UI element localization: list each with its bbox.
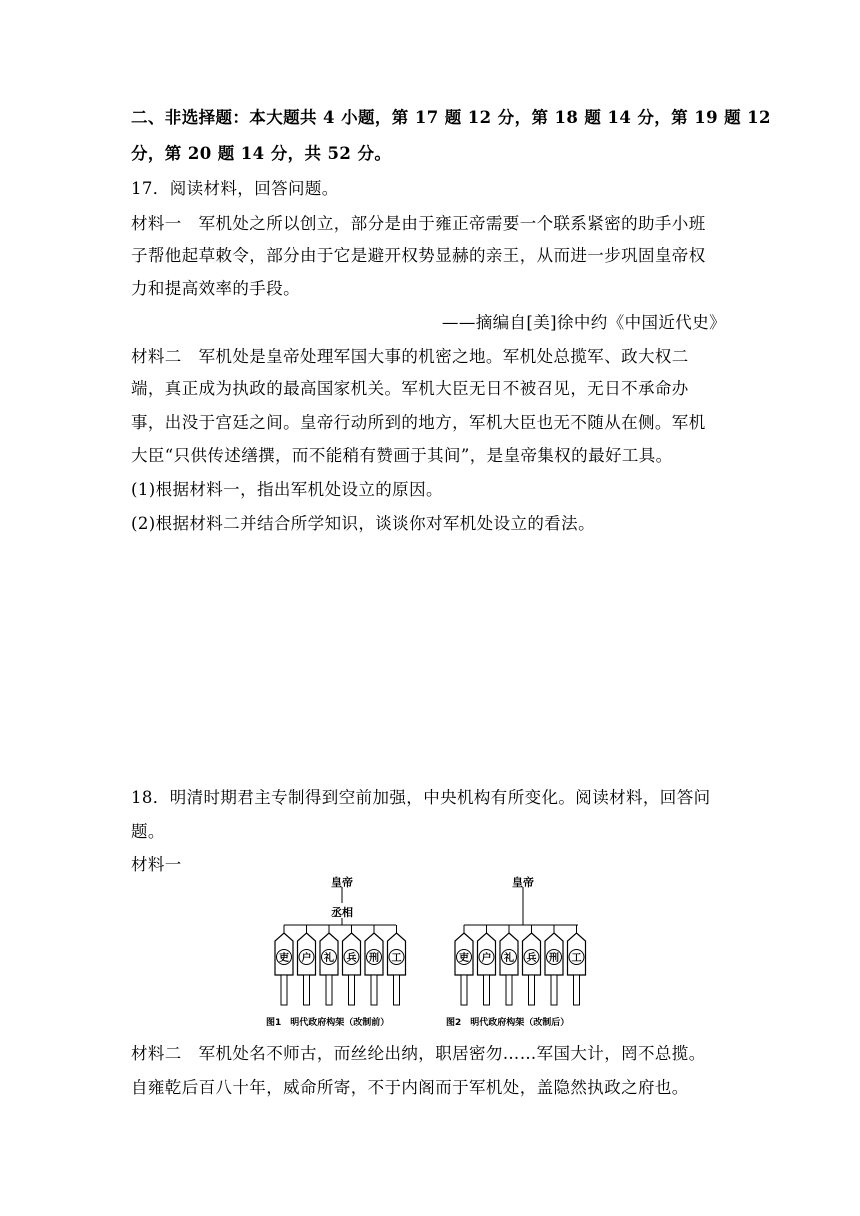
figure1-ministry-unit — [275, 925, 293, 1005]
figure2-ministry-unit — [523, 925, 541, 1005]
q18-title-line: 18．明清时期君主专制得到空前加强，中央机构有所变化。阅读材料，回答问 — [131, 788, 711, 807]
ming-government-structure-figure — [262, 875, 602, 1035]
figure1-ministry-unit — [365, 925, 383, 1005]
q17-material1-line: 子帮他起草敕令，部分由于它是避开权势显赫的亲王，从而进一步巩固皇帝权 — [131, 246, 706, 265]
figure1-ministry-label: 吏 — [279, 953, 289, 964]
figure2-ministry-label: 兵 — [526, 953, 537, 964]
figure2-ministry-label: 礼 — [504, 953, 514, 964]
q17-material1-line: 力和提高效率的手段。 — [131, 279, 300, 298]
q18-title-line: 题。 — [131, 822, 165, 841]
q17-material2-line: 端，真正成为执政的最高国家机关。军机大臣无日不被召见，无日不承命办 — [131, 379, 689, 398]
figure2-ministry-unit — [455, 925, 473, 1005]
q17-material2-line: 大臣“只供传述缮撰，而不能稍有赞画于其间”，是皇帝集权的最好工具。 — [131, 446, 673, 465]
figure1-caption: 图1 明代政府构架（改制前） — [266, 1018, 390, 1028]
q18-material1-label: 材料一 — [131, 855, 182, 874]
figure1-ministry-label: 兵 — [346, 953, 357, 964]
figure2-ministry-unit — [568, 925, 586, 1005]
q17-material1-line: 材料一 军机处之所以创立，部分是由于雍正帝需要一个联系紧密的助手小班 — [131, 214, 706, 233]
section-header-line2: 分，第 20 题 14 分，共 52 分。 — [131, 144, 392, 163]
figure1-ministry-label: 工 — [391, 953, 402, 964]
q17-subquestion-2: (2)根据材料二并结合所学知识，谈谈你对军机处设立的看法。 — [131, 514, 595, 533]
section-header-line1: 二、非选择题：本大题共 4 小题，第 17 题 12 分，第 18 题 14 分，第 19 题 12 — [131, 108, 771, 127]
figure2-caption: 图2 明代政府构架（改制后） — [446, 1018, 570, 1028]
figure1-ministry-label: 刑 — [369, 953, 379, 964]
q17-material2-line: 事，出没于宫廷之间。皇帝行动所到的地方，军机大臣也无不随从在侧。军机 — [131, 413, 706, 432]
figure1-ministry-unit — [388, 925, 406, 1005]
q17-subquestion-1: (1)根据材料一，指出军机处设立的原因。 — [131, 480, 443, 499]
q17-title: 17．阅读材料，回答问题。 — [131, 179, 339, 198]
q18-material2-line: 材料二 军机处名不师古，而丝纶出纳，职居密勿……军国大计，罔不总揽。 — [131, 1044, 706, 1063]
figure1-ministry-unit — [320, 925, 338, 1005]
figure2-ministry-label: 吏 — [459, 953, 469, 964]
figure2-ministry-unit — [478, 925, 496, 1005]
figure1-ministry-label: 户 — [301, 953, 312, 964]
q18-material2-line: 自雍乾后百八十年，威命所寄，不于内阁而于军机处，盖隐然执政之府也。 — [131, 1078, 689, 1097]
figure2-ministry-label: 刑 — [549, 953, 559, 964]
figure2-ministry-label: 工 — [571, 953, 582, 964]
q17-material2-line: 材料二 军机处是皇帝处理军国大事的机密之地。军机处总揽军、政大权二 — [131, 347, 689, 366]
figure2-ministry-label: 户 — [481, 953, 492, 964]
figure1-ministry-label: 礼 — [324, 953, 334, 964]
figure2-emperor-label: 皇帝 — [512, 876, 534, 889]
figure2-ministry-unit — [500, 925, 518, 1005]
figure1-emperor-label: 皇帝 — [331, 876, 353, 889]
figure1-ministry-unit — [343, 925, 361, 1005]
figure1-chancellor-label: 丞相 — [331, 906, 353, 919]
figure2-ministry-unit — [545, 925, 563, 1005]
figure1-ministry-unit — [298, 925, 316, 1005]
q17-material1-source: ——摘编自[美]徐中约《中国近代史》 — [441, 313, 726, 332]
